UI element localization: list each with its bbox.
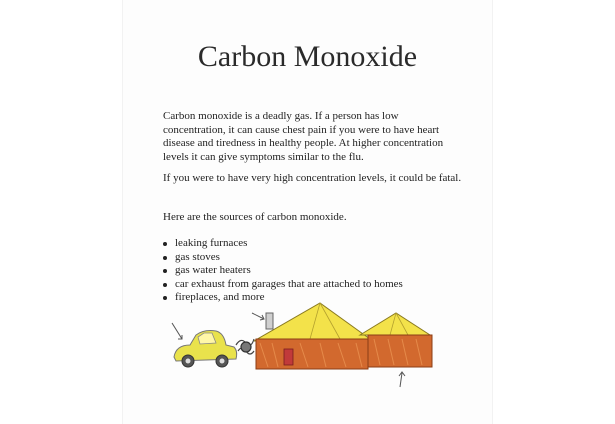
list-item [163,237,463,251]
arrow-icon [172,323,182,339]
arrow-icon [252,313,264,320]
garage-icon [360,313,432,367]
list-item [163,278,463,292]
bullet-icon [163,283,167,287]
list-item-text: car exhaust from garages that are attached to homes [175,277,403,290]
page-title: Carbon Monoxide [197,40,418,73]
intro-paragraph: Carbon monoxide is a deadly gas. If a person has low concentration, it can cause chest pain if you were to have heart disease and tiredness in healthy people. At higher concentration levels it can give symptoms similar to the flu. [163,110,444,163]
list-item-text: gas water heaters [175,264,251,276]
list-item-text: leaking furnaces [175,237,248,249]
list-item-text: fireplaces, and more [175,291,265,303]
crayon-illustration [160,295,450,395]
bullet-icon [163,256,167,260]
bullet-icon [163,242,167,246]
list-item [163,251,463,265]
arrow-icon [399,372,405,387]
list-item [163,264,463,278]
car-icon [174,331,237,368]
fatal-paragraph: If you were to have very high concentration levels, it could be fatal. [163,172,462,184]
list-item-text: gas stoves [175,250,220,263]
chimney-icon [266,313,273,329]
exhaust-icon [236,339,254,354]
sources-intro: Here are the sources of carbon monoxide. [163,211,347,223]
bullet-icon [163,269,167,273]
